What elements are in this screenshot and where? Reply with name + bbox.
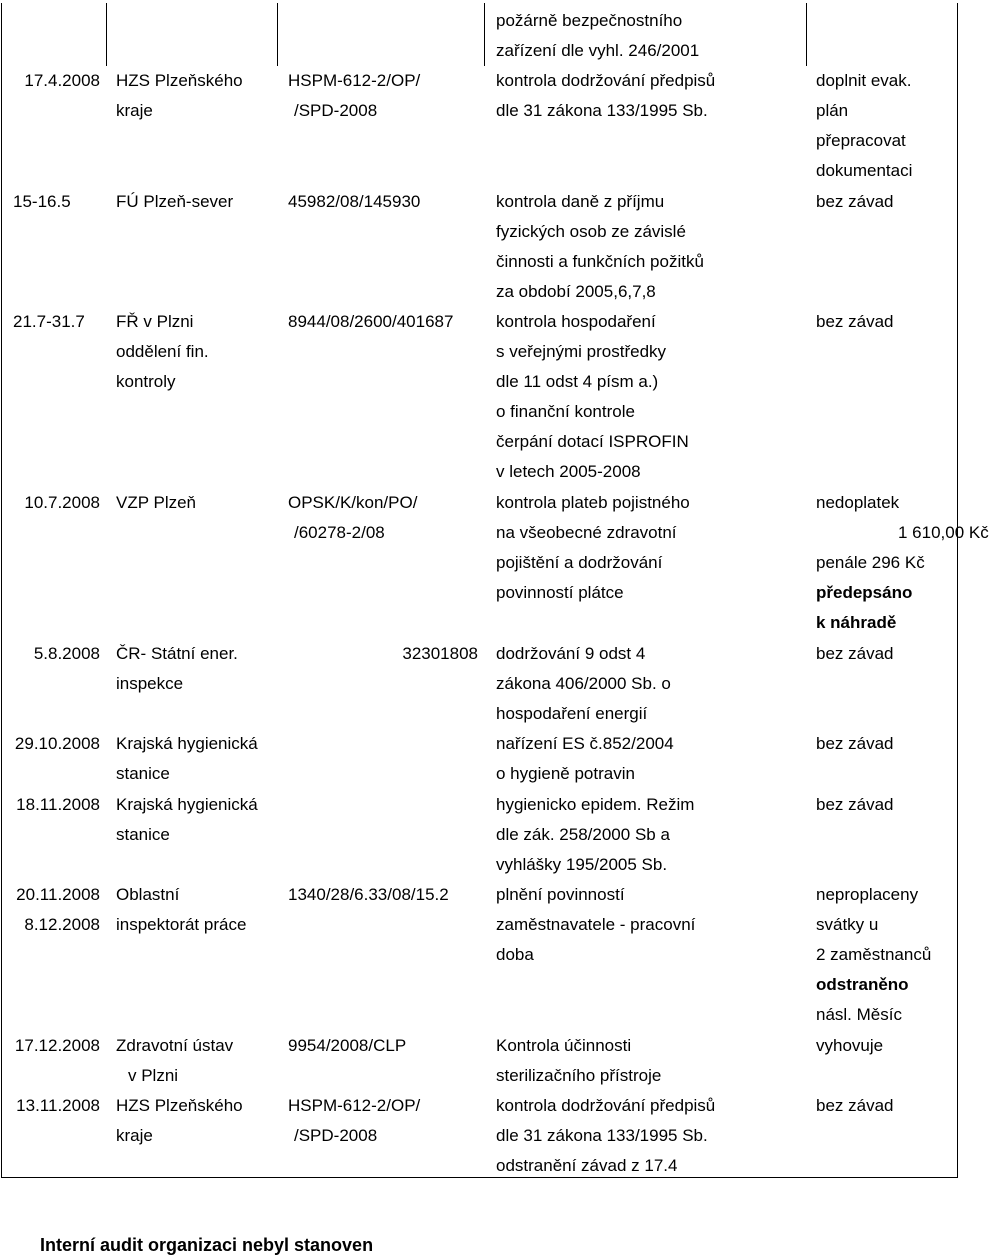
row-2-date: 15-16.5	[13, 192, 71, 211]
row-8-date: 20.11.2008 8.12.2008	[16, 885, 100, 934]
row-2-reference: 45982/08/145930	[288, 192, 421, 211]
row-5-authority: ČR- Státní ener. inspekce	[116, 644, 238, 693]
row-3-subject: kontrola hospodaření s veřejnými prostředky dle 11 odst 4 písm a.) o finanční kontrole čerpání dotací ISPROFIN v letech 2005-2008	[496, 312, 689, 481]
row-10-date: 13.11.2008	[16, 1096, 100, 1115]
row-5-subject: dodržování 9 odst 4 zákona 406/2000 Sb. o hospodaření energií	[496, 644, 671, 723]
row-6-result: bez závad	[816, 734, 894, 753]
row-9-result: vyhovuje	[816, 1036, 884, 1055]
row-5-date: 5.8.2008	[33, 644, 100, 663]
row-2-result: bez závad	[816, 192, 894, 211]
row-9-date: 17.12.2008	[14, 1036, 100, 1055]
column-divider	[484, 3, 485, 66]
footer-note: Interní audit organizaci nebyl stanoven	[40, 1235, 374, 1255]
row-9-reference: 9954/2008/CLP	[288, 1036, 407, 1055]
row-8-result: neproplaceny svátky u 2 zaměstnanců odstraněno násl. Měsíc	[816, 885, 932, 1024]
row-4-date: 10.7.2008	[24, 493, 100, 512]
row-1-result: doplnit evak. plán přepracovat dokumentaci	[816, 71, 913, 180]
row-7-authority: Krajská hygienická stanice	[116, 795, 258, 844]
row-8-reference: 1340/28/6.33/08/15.2	[288, 885, 449, 904]
row-10-subject: kontrola dodržování předpisů dle 31 zákona 133/1995 Sb. odstranění závad z 17.4	[496, 1096, 716, 1175]
row-8-authority: Oblastní inspektorát práce	[116, 885, 247, 934]
row-10-authority: HZS Plzeňského kraje	[116, 1096, 243, 1145]
row-6-subject: nařízení ES č.852/2004 o hygieně potravin	[496, 734, 674, 783]
row-8-subject: plnění povinností zaměstnavatele - pracovní doba	[496, 885, 696, 964]
row-5-reference: 32301808	[402, 644, 478, 663]
row-4-reference: OPSK/K/kon/PO/ /60278-2/08	[288, 493, 418, 542]
row-1-subject: kontrola dodržování předpisů dle 31 zákona 133/1995 Sb.	[496, 71, 716, 120]
column-divider	[277, 3, 278, 66]
row-9-authority: Zdravotní ústav v Plzni	[116, 1036, 234, 1085]
column-divider	[806, 3, 807, 66]
row-7-date: 18.11.2008	[16, 795, 100, 814]
row-4-result: nedoplatek 1 610,00 Kč penále 296 Kč předepsáno k náhradě	[816, 493, 989, 632]
row-4-subject: kontrola plateb pojistného na všeobecné zdravotní pojištění a dodržování povinností plátce	[496, 493, 690, 602]
row-3-reference: 8944/08/2600/401687	[288, 312, 454, 331]
row-3-authority: FŘ v Plzni oddělení fin. kontroly	[116, 312, 209, 391]
row-10-result: bez závad	[816, 1096, 894, 1115]
row-2-authority: FÚ Plzeň-sever	[116, 192, 234, 211]
row-2-subject: kontrola daně z příjmu fyzických osob ze závislé činnosti a funkčních požitků za období 2005,6,7,8	[496, 192, 704, 301]
row-4-authority: VZP Plzeň	[116, 493, 197, 512]
row-5-result: bez závad	[816, 644, 894, 663]
row-9-subject: Kontrola účinnosti sterilizačního přístroje	[496, 1036, 662, 1085]
row-3-date: 21.7-31.7	[13, 312, 85, 331]
row-7-result: bez závad	[816, 795, 894, 814]
row-10-reference: HSPM-612-2/OP/ /SPD-2008	[288, 1096, 421, 1145]
row-1-authority: HZS Plzeňského kraje	[116, 71, 243, 120]
row-0-subject: požárně bezpečnostního zařízení dle vyhl. 246/2001	[496, 11, 700, 60]
row-6-authority: Krajská hygienická stanice	[116, 734, 258, 783]
inspection-table	[1, 3, 958, 1178]
row-6-date: 29.10.2008	[14, 734, 100, 753]
column-divider	[106, 3, 107, 66]
row-1-date: 17.4.2008	[24, 71, 100, 90]
row-1-reference: HSPM-612-2/OP/ /SPD-2008	[288, 71, 421, 120]
row-3-result: bez závad	[816, 312, 894, 331]
row-7-subject: hygienicko epidem. Režim dle zák. 258/2000 Sb a vyhlášky 195/2005 Sb.	[496, 795, 695, 874]
